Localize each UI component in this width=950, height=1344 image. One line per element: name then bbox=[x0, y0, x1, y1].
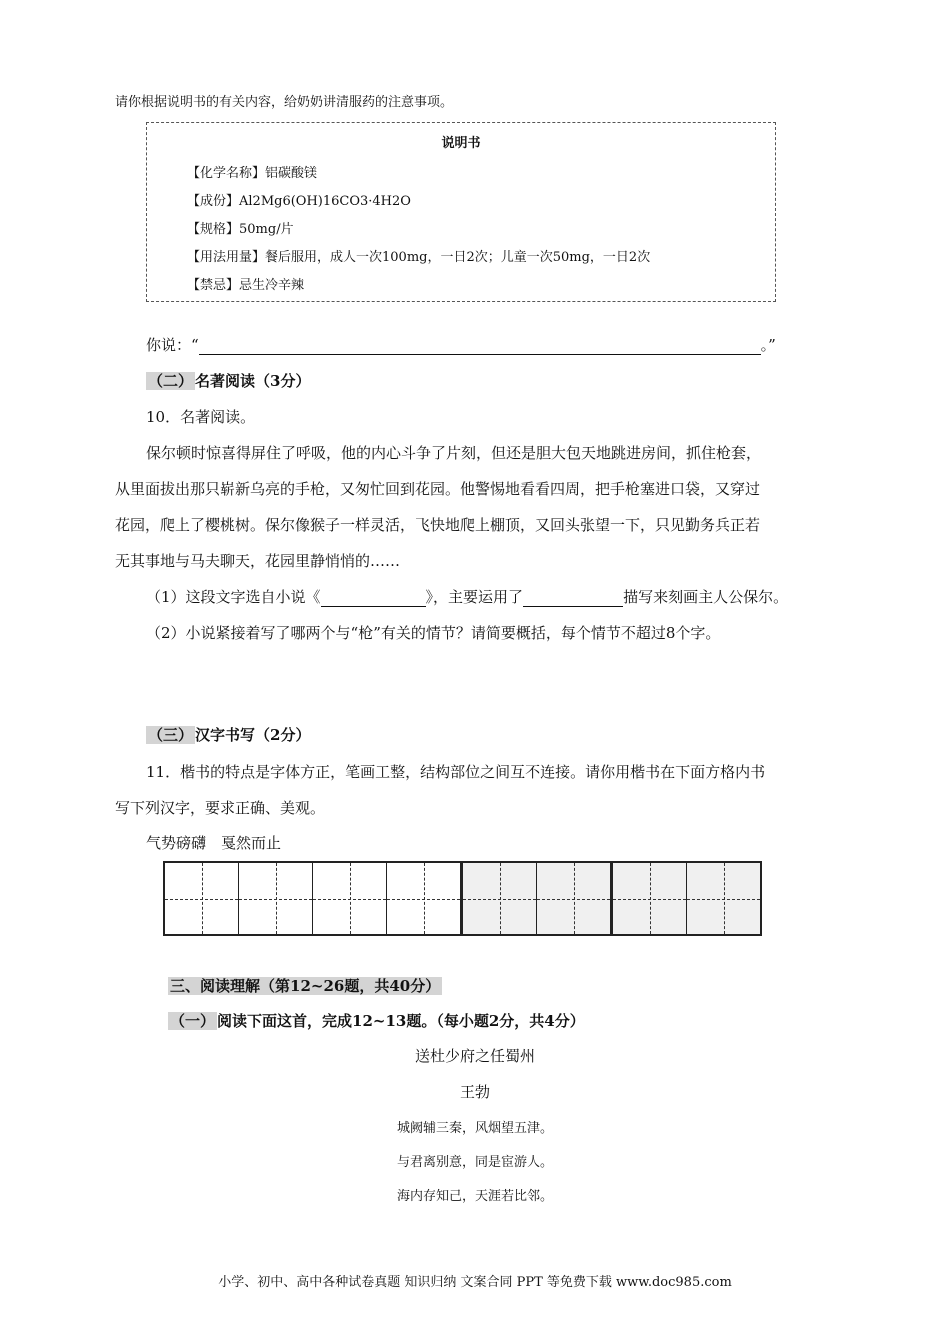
sub-question-1-part-a: （1）这段文字选自小说《 bbox=[146, 588, 321, 606]
manual-box bbox=[146, 122, 776, 302]
section-3-heading-mark: （三） bbox=[148, 726, 194, 744]
poem-author: 王勃 bbox=[459, 1083, 490, 1101]
part-3-heading-text: 三、阅读理解（第12~26题，共40分） bbox=[170, 977, 441, 995]
section-2-heading-mark: （二） bbox=[148, 372, 194, 390]
poem-line-1: 城阙辅三秦，风烟望五津。 bbox=[396, 1121, 553, 1136]
part-3-sub-heading bbox=[168, 1010, 585, 1031]
section-2-heading bbox=[146, 370, 310, 391]
poem-title: 送杜少府之任蜀州 bbox=[414, 1047, 535, 1065]
section-3-heading bbox=[146, 724, 310, 745]
novel-title-blank[interactable] bbox=[321, 588, 426, 607]
part-3-sub-heading-mark: （一） bbox=[170, 1012, 216, 1030]
manual-row-specification: 【规格】50mg/片 bbox=[187, 222, 294, 237]
grid-cell[interactable] bbox=[463, 863, 537, 934]
grid-cell[interactable] bbox=[387, 863, 463, 934]
part-3-sub-heading-text: 阅读下面这首，完成12~13题。（每小题2分，共4分） bbox=[217, 1012, 585, 1030]
question-11-line-1: 11．楷书的特点是字体方正，笔画工整，结构部位之间互不连接。请你用楷书在下面方格内书 bbox=[146, 763, 766, 781]
passage-line-2: 从里面拔出那只崭新乌亮的手枪，又匆忙回到花园。他警惕地看看四周，把手枪塞进口袋，又穿过 bbox=[115, 480, 761, 498]
poem-line-2: 与君离别意，同是宦游人。 bbox=[396, 1155, 553, 1170]
grid-cell[interactable] bbox=[537, 863, 613, 934]
sub-question-1-part-c: 描写来刻画主人公保尔。 bbox=[623, 588, 789, 606]
you-say-answer-blank[interactable] bbox=[199, 336, 761, 355]
section-2-heading-text: 名著阅读（3分） bbox=[195, 372, 311, 390]
question-11-line-2: 写下列汉字，要求正确、美观。 bbox=[115, 799, 326, 817]
question-10-label: 10．名著阅读。 bbox=[146, 408, 256, 426]
passage-line-3: 花园，爬上了樱桃树。保尔像猴子一样灵活，飞快地爬上棚顶，又回头张望一下，只见勤务兵正若 bbox=[115, 516, 761, 534]
manual-row-chemical-name: 【化学名称】铝碳酸镁 bbox=[187, 166, 318, 181]
passage-line-1: 保尔顿时惊喜得屏住了呼吸，他的内心斗争了片刻，但还是胆大包天地跳进房间，抓住枪套， bbox=[146, 444, 762, 462]
grid-cell[interactable] bbox=[165, 863, 239, 934]
writing-grid bbox=[163, 861, 762, 936]
sub-question-1 bbox=[146, 586, 788, 607]
description-type-blank[interactable] bbox=[523, 588, 623, 607]
you-say-suffix: 。” bbox=[760, 336, 776, 354]
grid-cell[interactable] bbox=[239, 863, 313, 934]
grid-cell[interactable] bbox=[313, 863, 387, 934]
you-say-line bbox=[146, 334, 776, 355]
grid-cell[interactable] bbox=[613, 863, 687, 934]
passage-line-4: 无其事地与马夫聊天，花园里静悄悄的…… bbox=[115, 552, 401, 570]
manual-title: 说明书 bbox=[441, 136, 481, 151]
part-3-heading bbox=[168, 975, 442, 996]
characters-to-write: 气势磅礴 戛然而止 bbox=[146, 834, 282, 852]
grid-cell[interactable] bbox=[687, 863, 760, 934]
page-footer: 小学、初中、高中各种试卷真题 知识归纳 文案合同 PPT 等免费下载 www.doc985.com bbox=[218, 1275, 732, 1290]
section-3-heading-text: 汉字书写（2分） bbox=[195, 726, 311, 744]
manual-row-ingredients: 【成份】Al2Mg6(OH)16CO3·4H2O bbox=[187, 194, 411, 209]
intro-instruction: 请你根据说明书的有关内容，给奶奶讲清服药的注意事项。 bbox=[115, 95, 454, 110]
manual-row-contraindication: 【禁忌】忌生冷辛辣 bbox=[187, 278, 305, 293]
manual-row-usage-dosage: 【用法用量】餐后服用，成人一次100mg，一日2次；儿童一次50mg，一日2次 bbox=[187, 250, 651, 265]
sub-question-1-part-b: 》，主要运用了 bbox=[425, 588, 524, 606]
poem-line-3: 海内存知己，天涯若比邻。 bbox=[396, 1189, 553, 1204]
sub-question-2: （2）小说紧接着写了哪两个与“枪”有关的情节？请简要概括，每个情节不超过8个字。 bbox=[146, 624, 721, 642]
you-say-prefix: 你说：“ bbox=[146, 336, 199, 354]
